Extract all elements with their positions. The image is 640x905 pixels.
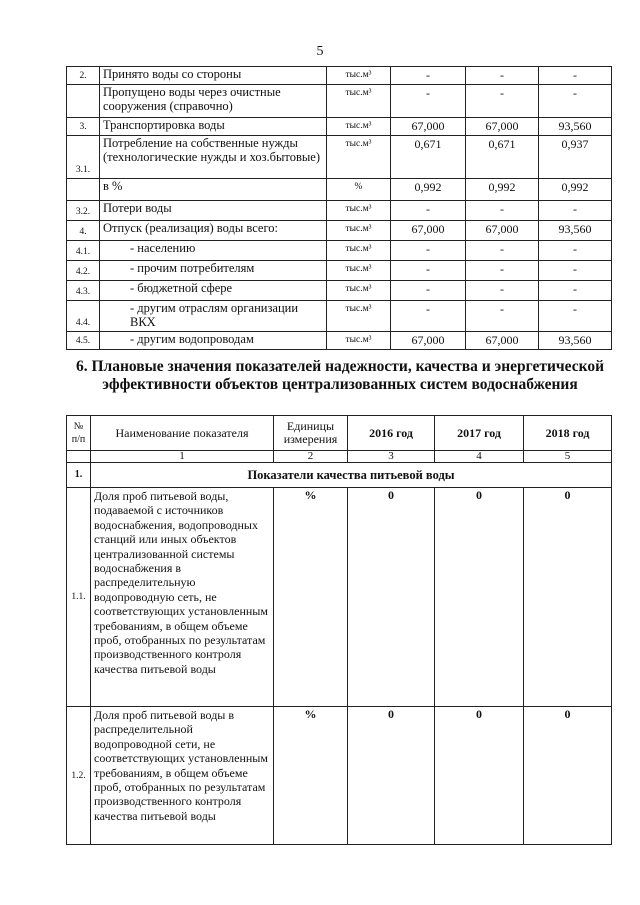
header-year-2017: 2017 год <box>435 416 524 451</box>
row-value-3: - <box>539 67 612 85</box>
row-value-1: - <box>391 301 466 332</box>
row-unit: % <box>327 179 391 201</box>
row-value-1: 0,671 <box>391 136 466 179</box>
row-number: 4.1. <box>67 241 100 261</box>
row-value-1: 67,000 <box>391 221 466 241</box>
row-value-2: - <box>466 281 539 301</box>
row-unit: тыс.м³ <box>327 221 391 241</box>
table-row <box>67 118 612 136</box>
indicator-name: Доля проб питьевой воды, подаваемой с источников водоснабжения, водопроводных станций или иных объектов централизованной системы водоснабжения в распределительную водопроводную сеть, не соответствующих установленным требованиям, в общем объеме проб, отобранных по результатам производственного контроля качества питьевой воды <box>91 488 274 707</box>
table-row <box>67 301 612 332</box>
row-value-1: - <box>391 85 466 118</box>
table-row <box>67 281 612 301</box>
row-value-1: - <box>391 281 466 301</box>
colnum-1: 1 <box>91 451 274 463</box>
row-value-3: - <box>539 261 612 281</box>
water-balance-table <box>66 66 612 350</box>
row-unit: тыс.м³ <box>327 136 391 179</box>
page-number: 5 <box>316 44 324 59</box>
indicator-value-2018: 0 <box>524 707 612 845</box>
row-value-3: 93,560 <box>539 221 612 241</box>
row-value-3: - <box>539 281 612 301</box>
row-number: 3.2. <box>67 201 100 221</box>
row-value-2: - <box>466 201 539 221</box>
table-row <box>67 707 612 845</box>
row-value-2: - <box>466 67 539 85</box>
row-unit: тыс.м³ <box>327 118 391 136</box>
row-name: Потери воды <box>100 201 327 221</box>
row-name: - бюджетной сфере <box>100 281 327 301</box>
row-number: 4.5. <box>67 332 100 350</box>
indicator-unit: % <box>274 707 348 845</box>
row-name: Отпуск (реализация) воды всего: <box>100 221 327 241</box>
row-value-2: - <box>466 301 539 332</box>
colnum-4: 4 <box>435 451 524 463</box>
row-value-2: 67,000 <box>466 221 539 241</box>
row-value-3: - <box>539 201 612 221</box>
row-number: 4.2. <box>67 261 100 281</box>
indicator-number: 1.1. <box>67 488 91 707</box>
indicator-value-2016: 0 <box>348 707 435 845</box>
row-value-3: - <box>539 85 612 118</box>
indicator-value-2017: 0 <box>435 707 524 845</box>
row-value-2: 67,000 <box>466 332 539 350</box>
row-name: - прочим потребителям <box>100 261 327 281</box>
table-row <box>67 179 612 201</box>
colnum-3: 3 <box>348 451 435 463</box>
table-row <box>67 85 612 118</box>
row-value-2: - <box>466 261 539 281</box>
row-unit: тыс.м³ <box>327 332 391 350</box>
row-value-1: 67,000 <box>391 332 466 350</box>
row-value-3: 0,992 <box>539 179 612 201</box>
row-value-3: - <box>539 301 612 332</box>
row-unit: тыс.м³ <box>327 241 391 261</box>
row-value-2: 67,000 <box>466 118 539 136</box>
row-unit: тыс.м³ <box>327 301 391 332</box>
indicators-table <box>66 415 612 845</box>
row-value-2: 0,671 <box>466 136 539 179</box>
row-name: Транспортировка воды <box>100 118 327 136</box>
row-number: 4. <box>67 221 100 241</box>
row-value-1: - <box>391 67 466 85</box>
indicator-value-2016: 0 <box>348 488 435 707</box>
row-name: в % <box>100 179 327 201</box>
row-name: - населению <box>100 241 327 261</box>
row-unit: тыс.м³ <box>327 261 391 281</box>
indicator-name: Доля проб питьевой воды в распределительной водопроводной сети, не соответствующих установленным требованиям, в общем объеме проб, отобранных по результатам производственного контроля качества питьевой воды <box>91 707 274 845</box>
table-row <box>67 221 612 241</box>
colnum-2: 2 <box>274 451 348 463</box>
row-number: 4.4. <box>67 301 100 332</box>
row-value-2: - <box>466 85 539 118</box>
indicator-value-2018: 0 <box>524 488 612 707</box>
section-heading: Показатели качества питьевой воды <box>91 463 612 488</box>
table-row <box>67 332 612 350</box>
header-name: Наименование показателя <box>91 416 274 451</box>
table-row <box>67 201 612 221</box>
row-value-3: 93,560 <box>539 332 612 350</box>
row-number <box>67 85 100 118</box>
row-number <box>67 179 100 201</box>
row-value-3: 93,560 <box>539 118 612 136</box>
row-number: 2. <box>67 67 100 85</box>
row-name: Пропущено воды через очистные сооружения (справочно) <box>100 85 327 118</box>
row-unit: тыс.м³ <box>327 201 391 221</box>
row-value-2: 0,992 <box>466 179 539 201</box>
section-num: 1. <box>67 463 91 488</box>
indicator-number: 1.2. <box>67 707 91 845</box>
row-value-3: - <box>539 241 612 261</box>
header-num: № п/п <box>67 416 91 451</box>
row-value-1: - <box>391 261 466 281</box>
column-numbers-row <box>67 451 612 463</box>
row-name: - другим отраслям организации ВКХ <box>100 301 327 332</box>
row-name: Потребление на собственные нужды (технологические нужды и хоз.бытовые) <box>100 136 327 179</box>
row-unit: тыс.м³ <box>327 281 391 301</box>
section-row <box>67 463 612 488</box>
colnum-5: 5 <box>524 451 612 463</box>
row-number: 3.1. <box>67 136 100 179</box>
table-row <box>67 136 612 179</box>
indicator-value-2017: 0 <box>435 488 524 707</box>
row-number: 4.3. <box>67 281 100 301</box>
row-value-1: 0,992 <box>391 179 466 201</box>
colnum-empty <box>67 451 91 463</box>
row-unit: тыс.м³ <box>327 85 391 118</box>
table-row <box>67 241 612 261</box>
section-title: 6. Плановые значения показателей надежности, качества и энергетической эффективности объектов централизованных систем водоснабжения <box>75 358 605 393</box>
table-row <box>67 488 612 707</box>
header-unit: Единицы измерения <box>274 416 348 451</box>
row-name: Принято воды со стороны <box>100 67 327 85</box>
row-number: 3. <box>67 118 100 136</box>
row-value-1: 67,000 <box>391 118 466 136</box>
row-name: - другим водопроводам <box>100 332 327 350</box>
header-year-2016: 2016 год <box>348 416 435 451</box>
row-value-2: - <box>466 241 539 261</box>
row-value-1: - <box>391 241 466 261</box>
table-row <box>67 67 612 85</box>
header-year-2018: 2018 год <box>524 416 612 451</box>
row-value-1: - <box>391 201 466 221</box>
row-value-3: 0,937 <box>539 136 612 179</box>
row-unit: тыс.м³ <box>327 67 391 85</box>
indicator-unit: % <box>274 488 348 707</box>
table-row <box>67 261 612 281</box>
